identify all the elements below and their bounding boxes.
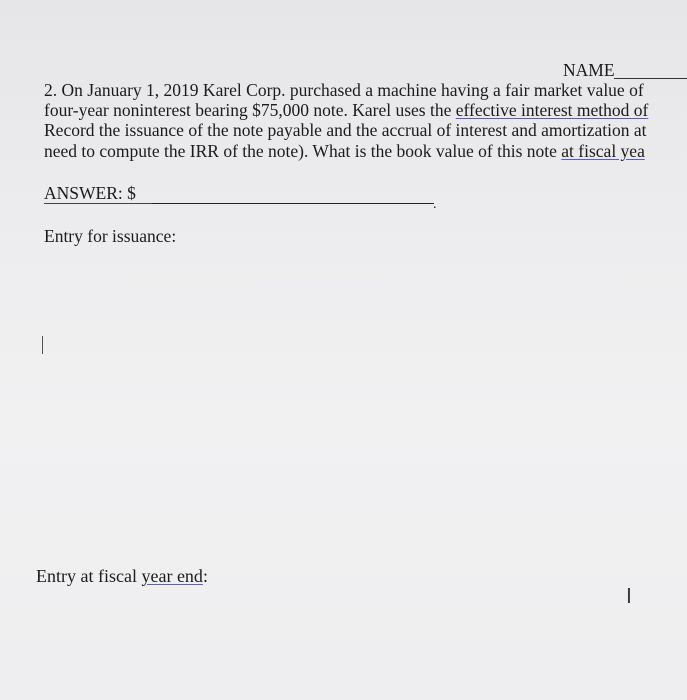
name-label: NAME [563,60,615,80]
text-cursor-icon [42,336,43,354]
answer-blank-line[interactable] [152,203,434,204]
spellcheck-link-effective-interest[interactable]: effective interest method of [455,100,649,120]
ibeam-cursor-icon: I [626,584,632,608]
question-line-2 [44,100,648,120]
entry-issuance-label: Entry for issuance: [44,226,177,246]
question-line-2-text: four-year noninterest bearing $75,000 note. Karel uses the [44,100,456,120]
entry-year-end-label [36,566,208,586]
answer-label-underline [44,203,152,204]
spellcheck-link-year-end[interactable]: year end [141,566,203,586]
answer-label: ANSWER: $ [44,183,136,203]
name-blank-line[interactable] [614,78,687,79]
question-line-3: Record the issuance of the note payable and the accrual of interest and amortization at [44,120,647,140]
spellcheck-link-fiscal-year[interactable]: at fiscal yea [561,141,645,161]
entry-year-end-suffix: : [202,566,208,586]
question-line-1: 2. On January 1, 2019 Karel Corp. purchased a machine having a fair market value of [44,80,644,100]
question-line-4 [44,141,645,161]
entry-year-end-prefix: Entry at fiscal [36,566,142,586]
answer-terminator: . [433,197,437,212]
question-line-4-text: need to compute the IRR of the note). What is the book value of this note [44,141,562,161]
